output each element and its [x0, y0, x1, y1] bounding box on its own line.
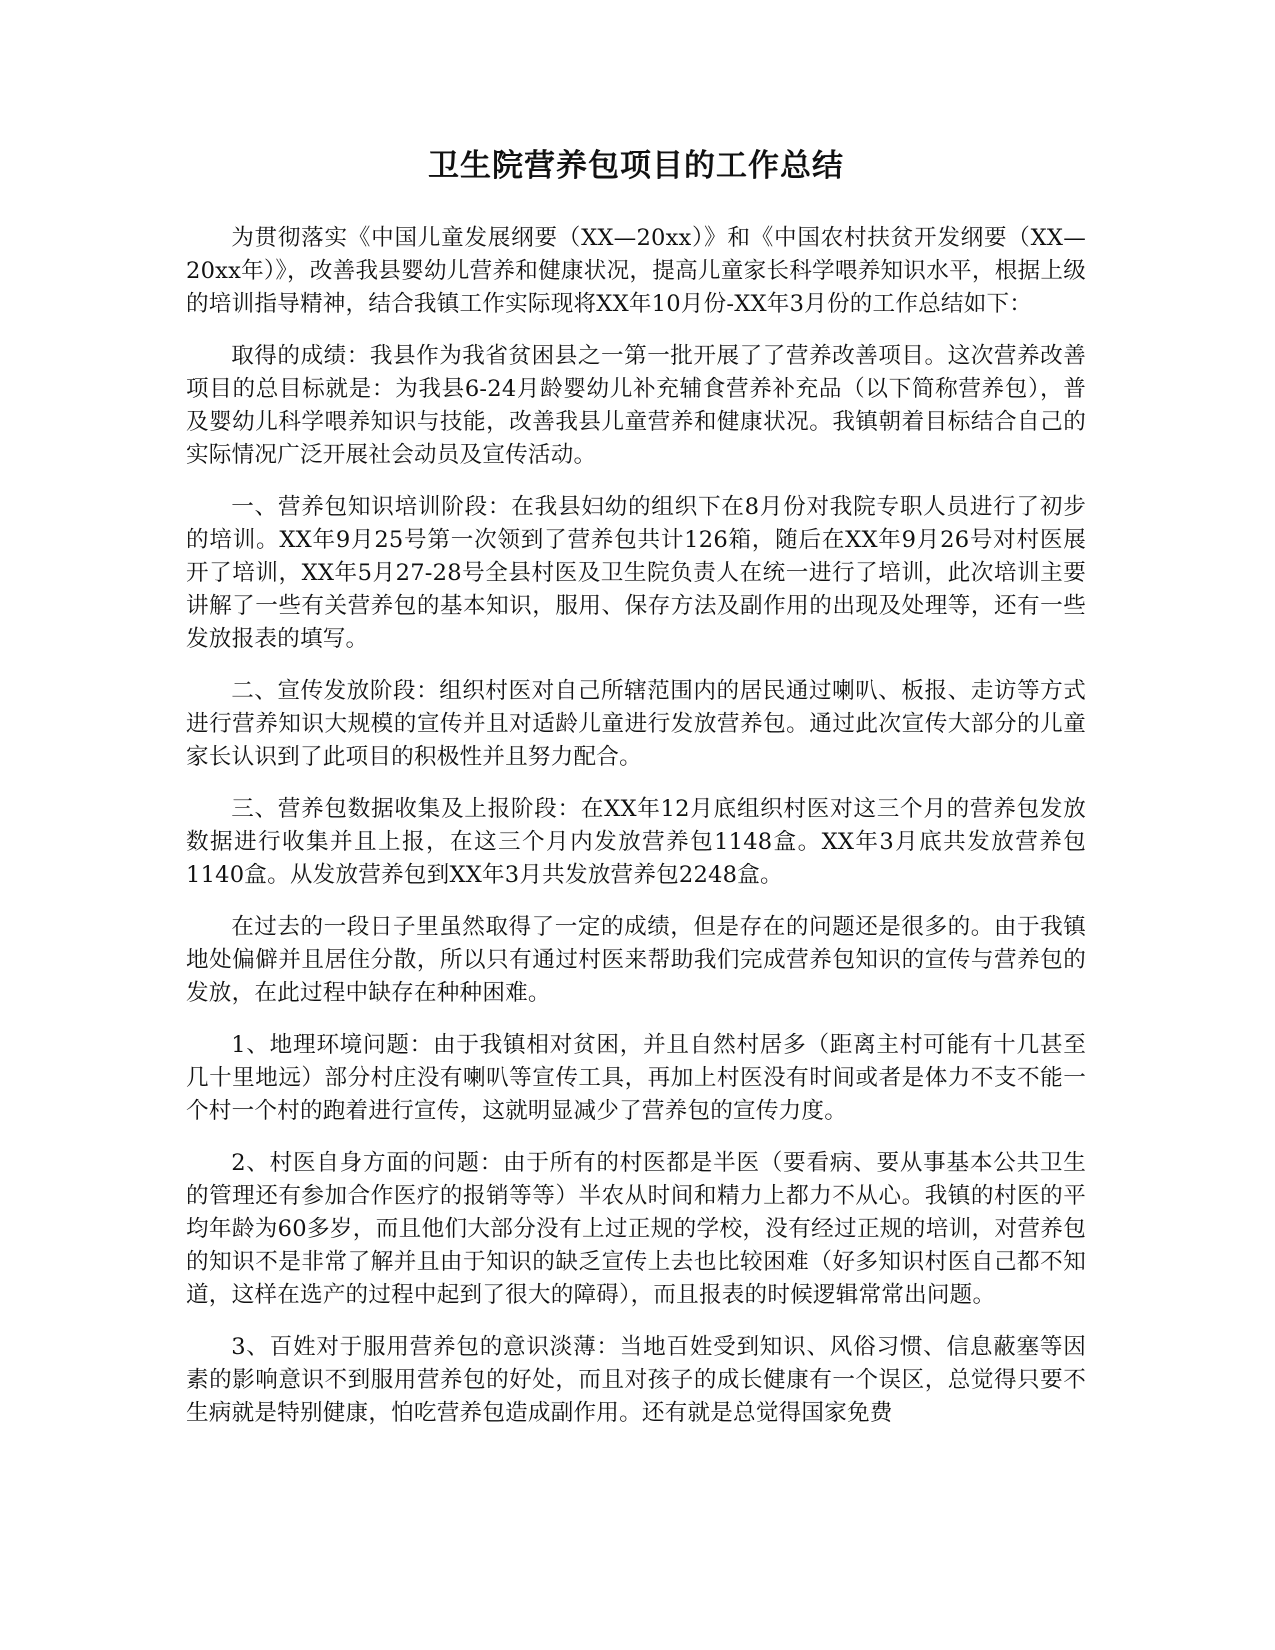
- paragraph-data-collection-stage: 三、营养包数据收集及上报阶段：在XX年12月底组织村医对这三个月的营养包发放数据进行收集并且上报，在这三个月内发放营养包1148盒。XX年3月底共发放营养包1140盒。从发放营养包到XX年3月共发放营养包2248盒。: [186, 796, 1086, 888]
- document-page: [186, 140, 1086, 1449]
- paragraph-problem-geography: 1、地理环境问题：由于我镇相对贫困，并且自然村居多（距离主村可能有十几甚至几十里地远）部分村庄没有喇叭等宣传工具，再加上村医没有时间或者是体力不支不能一个村一个村的跑着进行宣传，这就明显减少了营养包的宣传力度。: [186, 1032, 1086, 1124]
- paragraph-problem-village-doctors: 2、村医自身方面的问题：由于所有的村医都是半医（要看病、要从事基本公共卫生的管理还有参加合作医疗的报销等等）半农从时间和精力上都力不从心。我镇的村医的平均年龄为60多岁，而且他们大部分没有上过正规的学校，没有经过正规的培训，对营养包的知识不是非常了解并且由于知识的缺乏宣传上去也比较困难（好多知识村医自己都不知道，这样在选产的过程中起到了很大的障碍），而且报表的时候逻辑常常出问题。: [186, 1150, 1086, 1308]
- document-title: 卫生院营养包项目的工作总结: [428, 148, 844, 184]
- paragraph-distribution-stage: 二、宣传发放阶段：组织村医对自己所辖范围内的居民通过喇叭、板报、走访等方式进行营养知识大规模的宣传并且对适龄儿童进行发放营养包。通过此次宣传大部分的儿童家长认识到了此项目的积极性并且努力配合。: [186, 678, 1086, 770]
- paragraph-problems-overview: 在过去的一段日子里虽然取得了一定的成绩，但是存在的问题还是很多的。由于我镇地处偏僻并且居住分散，所以只有通过村医来帮助我们完成营养包知识的宣传与营养包的发放，在此过程中缺存在种种困难。: [186, 914, 1086, 1006]
- paragraph-problem-awareness: 3、百姓对于服用营养包的意识淡薄：当地百姓受到知识、风俗习惯、信息蔽塞等因素的影响意识不到服用营养包的好处，而且对孩子的成长健康有一个误区，总觉得只要不生病就是特别健康，怕吃营养包造成副作用。还有就是总觉得国家免费: [186, 1334, 1086, 1426]
- paragraph-training-stage: 一、营养包知识培训阶段：在我县妇幼的组织下在8月份对我院专职人员进行了初步的培训。XX年9月25号第一次领到了营养包共计126箱，随后在XX年9月26号对村医展开了培训，XX年5月27-28号全县村医及卫生院负责人在统一进行了培训，此次培训主要讲解了一些有关营养包的基本知识，服用、保存方法及副作用的出现及处理等，还有一些发放报表的填写。: [186, 494, 1086, 652]
- paragraph-achievements: 取得的成绩：我县作为我省贫困县之一第一批开展了了营养改善项目。这次营养改善项目的总目标就是：为我县6-24月龄婴幼儿补充辅食营养补充品（以下简称营养包），普及婴幼儿科学喂养知识与技能，改善我县儿童营养和健康状况。我镇朝着目标结合自己的实际情况广泛开展社会动员及宣传活动。: [186, 343, 1086, 468]
- paragraph-intro: 为贯彻落实《中国儿童发展纲要（XX—20xx）》和《中国农村扶贫开发纲要（XX—20xx年）》，改善我县婴幼儿营养和健康状况，提高儿童家长科学喂养知识水平，根据上级的培训指导精神，结合我镇工作实际现将XX年10月份-XX年3月份的工作总结如下：: [186, 225, 1086, 317]
